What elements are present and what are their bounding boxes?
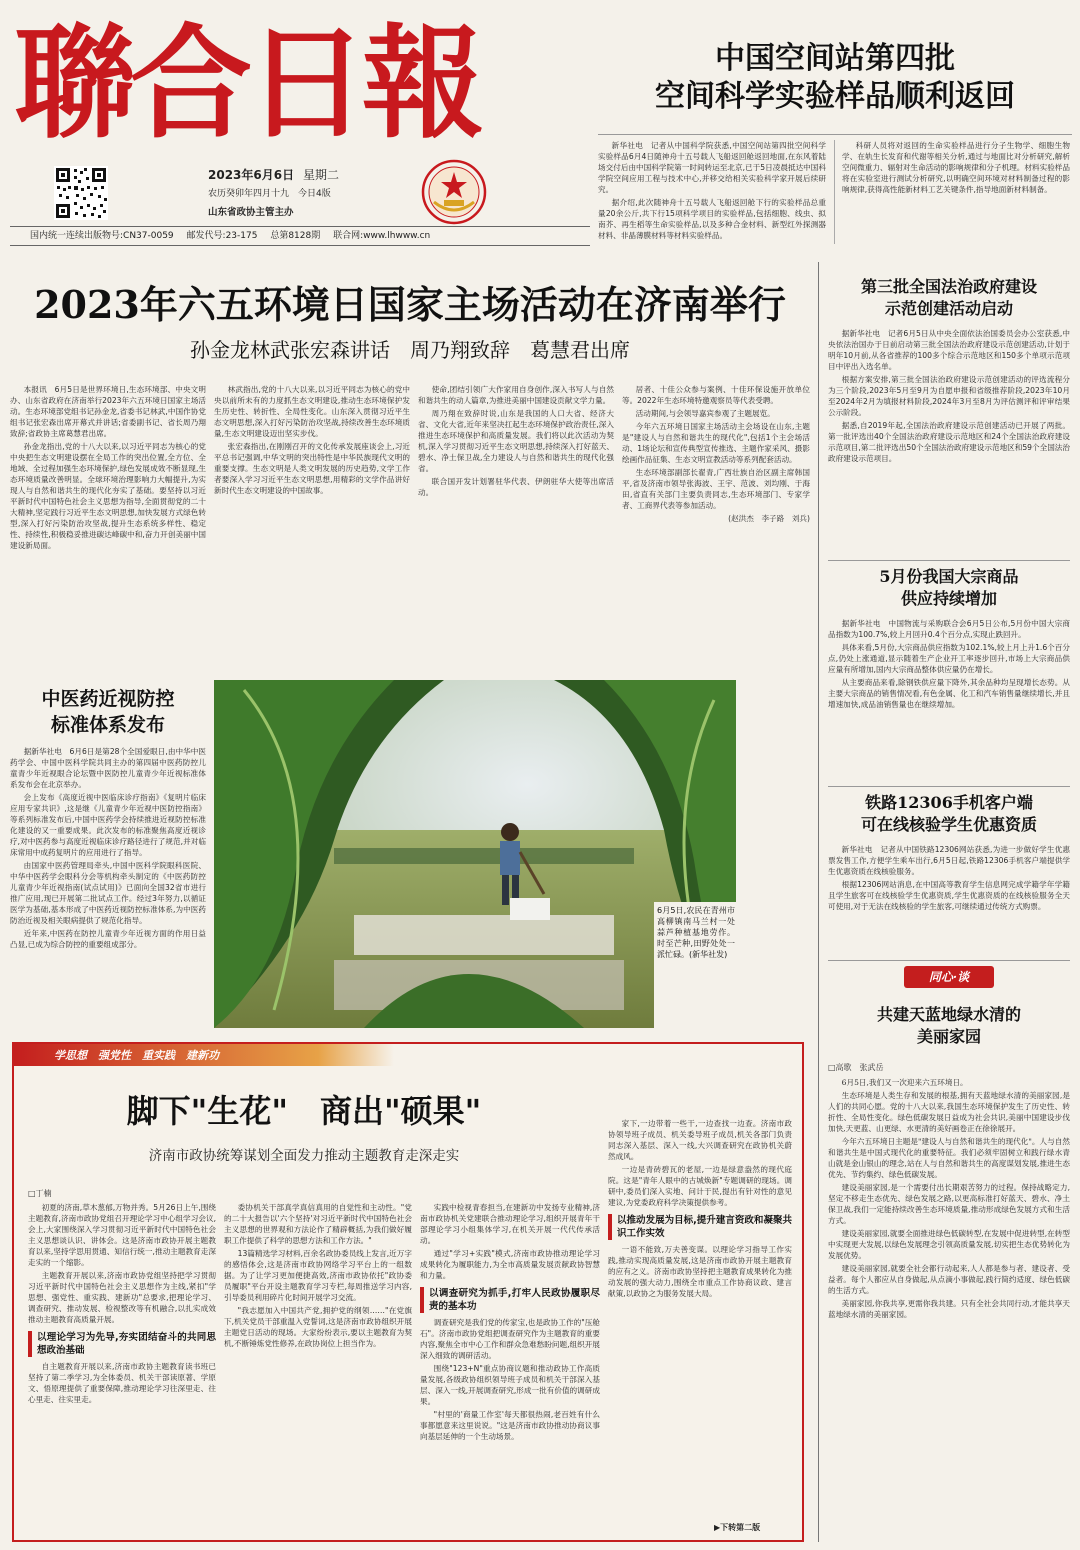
masthead-info-strip [10, 226, 590, 246]
commodity-body: 据新华社电 中国物流与采购联合会6月5日公布,5月份中国大宗商品指数为100.7%,较上月回升0.4个百分点,实现止跌回升。 具体来看,5月份,大宗商品供应指数为102.1%,较上月上升1.6个百分点,仍处上涨通道,显示随着生产企业开工率逐步回升,市场上大宗商品供应量有所增加,国内大宗商品整体供应量仍在增长。 从主要商品来看,除钢铁供应量下降外,其余品种均呈现增长态势。从主要大宗商品的销售情况看,有色金属、化工和汽车销售量继续增长,并且增速加快,成品油销售量也在继续增加。 [828, 619, 1070, 709]
feature-col-1: 初夏的济南,草木葱郁,万物并秀。5月26日上午,围绕主题教育,济南市政协党组召开理论学习中心组学习会议,会上,大家围绕深入学习贯彻习近平新时代中国特色社会主义思想谈认识、讲体会。这是济南市政协开展主题教育以来,坚持学思用贯通、知信行统一,推动主题教育走深走实的一个缩影。 主题教育开展以来,济南市政协党组坚持把学习贯彻习近平新时代中国特色社会主义思想作为主线,紧扣"学思想、强党性、重实践、建新功"总要求,把理论学习、调查研究、推动发展、检视整改等有机融合,以扎实成效推动主题教育高质量开展。 以理论学习为先导,夯实团结奋斗的共同思想政治基础 自主题教育开展以来,济南市政协主题教育读书班已坚持了第二季学习,为全体委员、机关干部读原著、学原文、悟原理提供了重要保障,推动理论学习往深里走、往心里走、往实里走。 [28, 1203, 216, 1404]
column-divider [818, 262, 819, 1542]
feature-col-4: 家下,一边带着一些干,一边查找一边查。济南市政协领导班子成员、机关委导班子成员,机关各部门负责同志深入基层、深入一线,大兴调查研究在政协机关蔚然成风。 一边是青砖碧瓦的老屋,一边是绿意盎然的现代庭院。这是"青年人眼中的古城焕新"专题调研的现场。调研中,委员们深入实地、问计于民,提出有针对性的意见建议,为党委政府科学决策提供参考。 以推动发展为目标,提升建言资政和凝聚共识工作实效 一语不能致,万夫善变谋。以理论学习指导工作实践,推动实现高质量发展,这是济南市政协开展主题教育的应有之义。济南市政协坚持把主题教育成果转化为推动发展的强大动力,围绕全市重点工作协商议政、建言献策,以政协之为服务发展大局。 [608, 1119, 792, 1298]
total-issue: 总第8128期 [270, 231, 321, 241]
feature-byline: □丁楠 [28, 1189, 52, 1198]
commodity-headline-1: 5月份我国大宗商品 [879, 567, 1019, 586]
divider [828, 786, 1070, 787]
rail-article [828, 792, 1070, 962]
masthead-sponsor: 山东省政协主管主办 [208, 207, 294, 218]
opinion-article [828, 966, 1070, 1542]
divider [828, 960, 1070, 961]
masthead-title: 聯合日報 [14, 11, 478, 155]
photo-caption: 6月5日,农民在青州市高柳镇南马兰村一处蒜芦种植基地劳作。时至芒种,田野处处一派忙碌。(新华社发) [654, 902, 736, 1028]
opinion-headline-1: 共建天蓝地绿水清的 [876, 1005, 1021, 1024]
space-headline-2: 空间科学实验样品顺利返回 [655, 79, 1015, 114]
farm-photo [214, 680, 736, 1028]
legal-article [828, 276, 1070, 566]
commodity-headline-2: 供应持续增加 [900, 589, 997, 608]
env-col-1: 本报讯 6月5日是世界环境日,生态环境部、中央文明办、山东省政府在济南举行2023年六五环境日国家主场活动。生态环境部党组书记孙金龙,省委书记林武,中国作协党组书记张宏森出席开幕式并讲话;省委副书记、省长周乃翔致辞;省政协主席葛慧君出席。 孙金龙指出,党的十八大以来,以习近平同志为核心的党中央把生态文明建设摆在全局工作的突出位置,全方位、全地域、全过程加强生态环境保护,绿色发展成效不断显现,生态环境质量改善明显。全球环境治理影响力大幅提升,为实现人与自然和谐共生的现代化夯实了基础。要坚持以习近平新时代中国特色社会主义思想为指导,全面贯彻党的二十大精神,坚定践行习近平生态文明思想,加快发展方式绿色转型,深入打好污染防治攻坚战,提升生态系统多样性、稳定性、持续性,积极稳妥推进碳达峰碳中和,奋力开创美丽中国建设新局面。 [10, 385, 206, 550]
rail-headline-1: 铁路12306手机客户端 [865, 793, 1033, 812]
feature-col-3: 实践中检视青春担当,在建新功中发扬专业精神,济南市政协机关党建联合推动理论学习,组织开展青年干部理论学习小组集体学习,在机关开展一代代传承活动。 通过"学习+实践"模式,济南市政协推动理论学习成果转化为履职能力,为全市高质量发展贡献政协智慧和力量。 以调查研究为抓手,打牢人民政协履职尽责的基本功 调查研究是我们党的传家宝,也是政协工作的"压舱石"。济南市政协党组把调查研究作为主题教育的重要内容,聚焦全市中心工作和群众急难愁盼问题,组织开展深入细致的调研活动。 围绕"123+N"重点协商议题和推动政协工作高质量发展,各级政协组织领导班子成员和机关干部深入基层、深入一线,开展调查研究,形成一批有价值的调研成果。 "村里的'商量工作室'每天都很热闹,老百姓有什么事都愿意来这里说说。"这是济南市政协推动协商议事向基层延伸的一个生动场景。 [420, 1203, 600, 1441]
opinion-badge: 同心·谈 [904, 966, 994, 988]
space-col-1: 新华社电 记者从中国科学院获悉,中国空间站第四批空间科学实验样品6月4日随神舟十五号载人飞船返回舱返回地面,在东风着陆场交付后由中国科学院第一时间转运至北京,已于5日凌晨抵达中国科学院空间应用工程与技术中心,并移交给相关实验科学家开展后续研究。 据介绍,此次随神舟十五号载人飞船返回舱下行的实验样品总重量20余公斤,共下行15项科学项目的实验样品,包括细胞、线虫、拟南芥、再生稻等生命实验样品,以及多种合金材料、新型红外探测器材料、非晶薄膜材料等材料实验样品。 [598, 141, 826, 240]
cn-number: 国内统一连续出版物号:CN37-0059 [30, 231, 174, 241]
tcm-article [10, 680, 206, 1030]
feature-banner [14, 1044, 394, 1066]
env-headline: 2023年六五环境日国家主场活动在济南举行 [34, 282, 786, 327]
issue-date: 2023年6月6日 [208, 168, 295, 182]
env-subheadline: 孙金龙林武张宏森讲话 周乃翔致辞 葛慧君出席 [190, 338, 630, 362]
rail-body: 新华社电 记者从中国铁路12306网站获悉,为进一步做好学生优惠票发售工作,方便学生乘车出行,6月5日起,铁路12306手机客户端提供学生优惠资质在线核验服务。 根据12306网站消息,在中国高等教育学生信息网完成学籍学年学籍且学生旅客可在线核验学生优惠资质,学生优惠资质的在线核验服务全天可使用,对于无法在线核验的学生旅客,可继续通过传统方式购票。 [828, 845, 1070, 911]
tcm-headline-1: 中医药近视防控 [41, 688, 175, 710]
opinion-body: 6月5日,我们又一次迎来六五环境日。 生态环境是人类生存和发展的根基,拥有天蓝地绿水清的美丽家园,是人们的共同心愿。党的十八大以来,我国生态环境保护发生了历史性、转折性、全局性变化。绿色低碳发展日益成为社会共识,美丽中国建设步伐加快,天更蓝、山更绿、水更清的美好画卷正在徐徐展开。 今年六五环境日主题是"建设人与自然和谐共生的现代化"。人与自然和谐共生是中国式现代化的重要特征。我们必须牢固树立和践行绿水青山就是金山银山的理念,站在人与自然和谐共生的高度谋划发展,推进生态优先、节约集约、绿色低碳发展。 建设美丽家园,是一个需要付出长期艰苦努力的过程。保持战略定力,坚定不移走生态优先、绿色发展之路,以更高标准打好蓝天、碧水、净土保卫战,我们一定能持续改善生态环境质量,推动形成绿色发展方式和生活方式。 建设美丽家园,就要全面推进绿色低碳转型,在发展中促进转型,在转型中实现更大发展,以绿色发展理念引领高质量发展,切实把生态优势转化为发展优势。 建设美丽家园,就要全社会都行动起来,人人都是参与者、建设者、受益者。每个人都应从自身做起,从点滴小事做起,践行简约适度、绿色低碳的生活方式。 美丽家园,你我共享,更需你我共建。只有全社会共同行动,才能共享天蓝地绿水清的美丽家园。 [828, 1078, 1070, 1319]
commodity-article [828, 566, 1070, 782]
divider [828, 560, 1070, 561]
opinion-headline-2: 美丽家园 [916, 1027, 981, 1046]
divider [834, 140, 835, 244]
post-code: 邮发代号:23-175 [186, 231, 258, 241]
feature-col-2: 委协机关干部真学真信真用的自觉性和主动性。"党的二十大报告以'六个坚持'对习近平新时代中国特色社会主义思想的世界观和方法论作了精辟概括,为我们做好履职工作提供了科学的思想方法和工作方法。" 13篇精选学习材料,百余名政协委员线上发言,近万字的感悟体会,这是济南市政协网络学习平台上的一组数据。为了让学习更加便捷高效,济南市政协依托"政协委员履职"平台开设主题教育学习专栏,每周推送学习内容,引导委员利用碎片化时间开展学习交流。 "我志愿加入中国共产党,拥护党的纲领……"在党旗下,机关党员干部重温入党誓词,这是济南市政协组织开展主题党日活动的现场。大家纷纷表示,要以主题教育为契机,不断锤炼党性修养,在政协岗位上担当作为。 [224, 1203, 412, 1348]
feature-subheadline: 济南市政协统筹谋划全面发力推动主题教育走深走实 [148, 1148, 460, 1164]
legal-body: 据新华社电 记者6月5日从中央全面依法治国委员会办公室获悉,中央依法治国办于日前启动第三批全国法治政府建设示范创建活动,计划于明年10月前,从各省推荐的100多个综合示范地区和150多个单项示范项目中评出入选名单。 根据方案安排,第三批全国法治政府建设示范创建活动的评选流程分为三个阶段,2023年5月至9月为自愿申报和省级推荐阶段,2023年10月至2024年2月为填报材料阶段,2024年3月至8月为评估测评和评审结果公示阶段。 据悉,自2019年起,全国法治政府建设示范创建活动已开展了两批。第一批评选出40个全国法治政府建设示范地区和24个全国法治政府建设示范项目,第二批评选出50个全国法治政府建设示范地区和59个全国法治政府建设示范项目。 [828, 329, 1070, 463]
opinion-byline: □高歌 张武岳 [828, 1063, 884, 1072]
feature-subhead-2: 以调查研究为抓手,打牢人民政协履职尽责的基本功 [420, 1287, 600, 1313]
legal-headline-1: 第三批全国法治政府建设 [860, 277, 1037, 296]
feature-subhead-3: 以推动发展为目标,提升建言资政和凝聚共识工作实效 [608, 1214, 792, 1240]
feature-article [12, 1042, 804, 1542]
env-col-3: 使命,团结引领广大作家用自身创作,深入书写人与自然和谐共生的动人篇章,为推进美丽中国建设贡献文学力量。 周乃翔在致辞时说,山东是我国的人口大省、经济大省、文化大省,近年来坚决扛起生态环境保护政治责任,深入推进生态环境保护和高质量发展。我们将以此次活动为契机,深入学习贯彻习近平生态文明思想,持续深入打好蓝天、碧水、净土保卫战,全力建设人与自然和谐共生的现代化强省。 联合国开发计划署驻华代表、伊朗驻华大使等出席活动。 [418, 385, 614, 497]
tcm-headline-2: 标准体系发布 [50, 714, 165, 736]
website: 联合网:www.lhwww.cn [333, 231, 431, 241]
masthead-lunar: 农历癸卯年四月十九 今日4版 [208, 189, 331, 199]
rail-headline-2: 可在线核验学生优惠资质 [860, 815, 1037, 834]
continued-link[interactable]: ▶下转第二版 [714, 1523, 761, 1532]
env-col-4: 居者、十佳公众参与案例、十佳环保设施开放单位等。2022年生态环境特邀观察员等代表受聘。 活动期间,与会领导嘉宾参观了主题展览。 今年六五环境日国家主场活动主会场设在山东,主题是"建设人与自然和谐共生的现代化",包括1个主会场活动、1场论坛和宣传典型宣传推选、主题作家采风、摄影绘画作品征集、生态文明宣教活动等系列配套活动。 生态环境部副部长翟青,广西壮族自治区副主席韩国平,省及济南市领导张海波、王宇、范波、刘均刚、于海田,省直有关部门主要负责同志,生态环境部门、专家学者、工商界代表等参加活动。 (赵洪杰 李子路 刘兵) [622, 385, 810, 523]
feature-subhead-1: 以理论学习为先导,夯实团结奋斗的共同思想政治基础 [28, 1331, 216, 1357]
issue-weekday: 星期二 [302, 168, 339, 182]
masthead [0, 0, 600, 248]
cppcc-emblem-icon [420, 158, 488, 226]
legal-headline-2: 示范创建活动启动 [884, 299, 1013, 318]
masthead-date-line [208, 166, 339, 183]
space-headline-1: 中国空间站第四批 [715, 41, 955, 76]
space-col-2: 科研人员将对返回的生命实验样品进行分子生物学、细胞生物学、在轨生长发育和代谢等相关分析,通过与地面比对分析研究,解析空间微重力、辐射对生命活动的影响规律和分子机理。材料实验样品将在实验室进行测试分析研究,以明确空间环境对材料制备过程的影响规律,获得高性能新材料工艺关键条件,指导地面新材料制备。 [842, 141, 1070, 194]
tcm-body: 据新华社电 6月6日是第28个全国爱眼日,由中华中医药学会、中国中医科学院共同主办的第四届中医药防控儿童青少年近视眼合论坛暨中医防控儿童青少年近视标准体系发布会在北京举办。 会上发布《高度近视中医临床诊疗指南》《复明片临床应用专家共识》,这是继《儿童青少年近视中医防控指南》等系列标准发布后,中国中医药学会持续推进近视防控标准化建设的又一重要成果。此次发布的标准聚焦高度近视诊疗,对中医药参与高度近视临床诊疗路径进行了规范,并对临床常用中成药复明片的应用进行了指导。 由国家中医药管理局牵头,中国中医科学院眼科医院、中华中医药学会眼科分会等机构牵头制定的《中医药防控儿童青少年近视指南(试点试用)》已面向全国32省市进行推广应用,现已开展第二批试点工作。经过3年努力,以循证医学为基础,基本形成了中医药近视防控标准体系,为中医药防治近视及相关眼病提供了规范化指导。 近年来,中医药在防控儿童青少年近视方面的作用日益凸显,已成为综合防控的重要组成部分。 [10, 747, 206, 949]
env-article [10, 266, 810, 666]
env-col-2: 林武指出,党的十八大以来,以习近平同志为核心的党中央以前所未有的力度抓生态文明建设,推动生态环境保护发生历史性、转折性、全局性变化。山东深入贯彻习近平生态文明思想,深入打好污染防治攻坚战,持续改善生态环境质量,生态文明建设迈出坚实步伐。 张宏森指出,在刚刚召开的文化传承发展座谈会上,习近平总书记强调,中华文明的突出特性是中华民族现代文明的重要支撑。生态文明是人类文明发展的历史趋势,文学工作者要深入学习习近平生态文明思想,用精彩的文学作品讲好新时代生态文明建设的中国故事。 [214, 385, 410, 495]
qr-code-icon [54, 166, 108, 220]
env-credit: (赵洪杰 李子路 刘兵) [728, 514, 810, 523]
space-station-article [598, 40, 1072, 250]
feature-banner-text: 学思想 强党性 重实践 建新功 [54, 1049, 219, 1062]
divider [598, 134, 1072, 135]
feature-headline: 脚下"生花" 商出"硕果" [126, 1092, 482, 1130]
